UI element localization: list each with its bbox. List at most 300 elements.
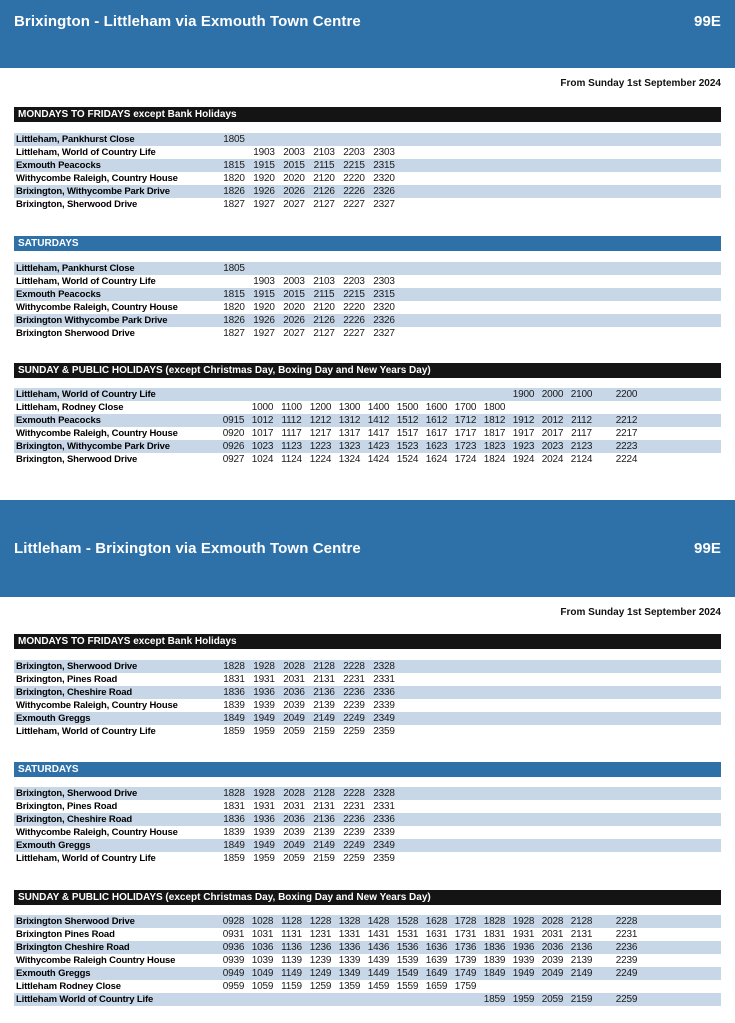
row-filler — [399, 673, 721, 686]
time-cell: 2339 — [373, 700, 395, 711]
time-cell: 1224 — [309, 454, 332, 465]
time-cell — [422, 388, 451, 401]
time-cell: 2017 — [541, 428, 564, 439]
time-cell — [279, 262, 309, 275]
timetable-row — [14, 993, 721, 1006]
time-cell: 2320 — [373, 173, 395, 184]
time-cell: 1749 — [454, 968, 477, 979]
time-cell: 0936 — [222, 942, 245, 953]
time-cell: 1217 — [309, 428, 332, 439]
timetable-row — [14, 928, 721, 941]
time-cell: 2339 — [373, 827, 395, 838]
stop-name: Brixington Sherwood Drive — [16, 916, 135, 927]
time-cell: 2003 — [283, 276, 305, 287]
row-filler — [399, 275, 721, 288]
time-cell: 2031 — [283, 674, 305, 685]
time-cell: 2127 — [313, 328, 335, 339]
time-cell: 2215 — [343, 160, 365, 171]
time-cell: 2103 — [313, 147, 335, 158]
time-cell: 1920 — [253, 302, 275, 313]
timetable-row — [14, 388, 721, 401]
time-cell: 2349 — [373, 840, 395, 851]
time-cell: 0939 — [222, 955, 245, 966]
route-title: Brixington - Littleham via Exmouth Town Centre — [14, 13, 361, 30]
time-cell: 1459 — [367, 981, 390, 992]
time-cell: 1915 — [253, 289, 275, 300]
time-cell: 1959 — [253, 853, 275, 864]
time-cell: 1828 — [483, 916, 506, 927]
time-cell — [596, 414, 612, 427]
row-filler — [399, 262, 721, 275]
time-cell: 1317 — [338, 428, 361, 439]
time-cell: 2336 — [373, 814, 395, 825]
time-cell: 1931 — [253, 674, 275, 685]
time-cell: 2159 — [313, 853, 335, 864]
time-cell: 2226 — [343, 186, 365, 197]
time-cell: 1712 — [454, 415, 477, 426]
time-cell: 1423 — [367, 441, 390, 452]
time-cell — [451, 993, 480, 1006]
time-cell: 2149 — [570, 968, 593, 979]
row-filler — [399, 172, 721, 185]
time-cell: 1959 — [253, 726, 275, 737]
stop-name: Withycombe Raleigh, Country House — [16, 428, 178, 439]
time-cell — [219, 401, 248, 414]
time-cell: 1028 — [251, 916, 274, 927]
time-cell: 2336 — [373, 687, 395, 698]
time-cell: 2231 — [343, 801, 365, 812]
time-cell — [219, 388, 248, 401]
time-cell — [596, 440, 612, 453]
time-cell: 2049 — [283, 840, 305, 851]
time-cell: 1139 — [281, 955, 302, 966]
timetable-row — [14, 699, 721, 712]
time-cell — [451, 388, 480, 401]
time-cell: 2036 — [283, 814, 305, 825]
time-cell: 1724 — [454, 454, 477, 465]
time-cell — [596, 915, 612, 928]
time-cell: 2326 — [373, 186, 395, 197]
time-cell: 2124 — [570, 454, 593, 465]
row-filler — [641, 401, 721, 414]
stop-name: Brixington Cheshire Road — [16, 942, 130, 953]
time-cell: 1036 — [251, 942, 274, 953]
time-cell: 2036 — [283, 687, 305, 698]
time-cell: 2027 — [283, 328, 305, 339]
time-cell: 1636 — [425, 942, 448, 953]
time-cell: 1900 — [512, 389, 535, 400]
time-cell: 1923 — [512, 441, 535, 452]
time-cell: 1012 — [251, 415, 274, 426]
timetable-inbound-saturdays — [14, 787, 721, 865]
time-cell: 1717 — [454, 428, 477, 439]
time-cell: 2117 — [571, 428, 592, 439]
time-cell: 1823 — [483, 441, 506, 452]
time-cell: 1024 — [251, 454, 274, 465]
time-cell: 1324 — [338, 454, 361, 465]
time-cell: 1536 — [396, 942, 419, 953]
time-cell: 1236 — [309, 942, 332, 953]
time-cell: 1836 — [223, 814, 245, 825]
time-cell: 2136 — [313, 687, 335, 698]
timetable-row — [14, 941, 721, 954]
row-filler — [641, 967, 721, 980]
time-cell: 1128 — [281, 916, 302, 927]
time-cell — [369, 133, 399, 146]
time-cell: 2036 — [541, 942, 564, 953]
time-cell: 1912 — [512, 415, 535, 426]
row-filler — [399, 699, 721, 712]
row-filler — [399, 725, 721, 738]
time-cell: 2259 — [343, 853, 365, 864]
time-cell: 1400 — [367, 402, 390, 413]
timetable-row — [14, 414, 721, 427]
stop-name: Brixington Withycombe Park Drive — [16, 315, 168, 326]
time-cell: 0959 — [222, 981, 245, 992]
row-filler — [399, 800, 721, 813]
time-cell: 2303 — [373, 276, 395, 287]
stop-name: Withycombe Raleigh, Country House — [16, 173, 178, 184]
time-cell: 2159 — [570, 994, 593, 1005]
time-cell: 1859 — [483, 994, 506, 1005]
timetable-row — [14, 146, 721, 159]
time-cell — [422, 993, 451, 1006]
time-cell: 2020 — [283, 302, 305, 313]
time-cell: 1903 — [253, 276, 275, 287]
timetable-row — [14, 852, 721, 865]
time-cell: 1524 — [396, 454, 419, 465]
time-cell: 0926 — [222, 441, 245, 452]
time-cell — [612, 980, 641, 993]
time-cell: 1600 — [425, 402, 448, 413]
row-filler — [641, 954, 721, 967]
time-cell: 2227 — [343, 328, 365, 339]
time-cell: 2100 — [570, 389, 593, 400]
stop-name: Littleham World of Country Life — [16, 994, 154, 1005]
stop-name: Exmouth Peacocks — [16, 160, 101, 171]
row-filler — [399, 314, 721, 327]
time-cell: 2131 — [313, 674, 335, 685]
time-cell: 2112 — [571, 415, 592, 426]
timetable-row — [14, 185, 721, 198]
row-filler — [641, 388, 721, 401]
time-cell: 2015 — [283, 289, 305, 300]
time-cell: 2217 — [615, 428, 638, 439]
time-cell: 1039 — [251, 955, 274, 966]
timetable-row — [14, 712, 721, 725]
row-filler — [399, 852, 721, 865]
time-cell: 1805 — [223, 263, 245, 274]
timetable-row — [14, 915, 721, 928]
timetable-row — [14, 660, 721, 673]
time-cell — [509, 401, 538, 414]
time-cell: 2239 — [343, 700, 365, 711]
time-cell: 2136 — [313, 814, 335, 825]
stop-name: Littleham, Pankhurst Close — [16, 134, 135, 145]
time-cell: 2139 — [313, 700, 335, 711]
timetable-row — [14, 826, 721, 839]
timetable-row — [14, 453, 721, 466]
time-cell: 2039 — [283, 700, 305, 711]
timetable-row — [14, 198, 721, 211]
time-cell: 1417 — [367, 428, 390, 439]
time-cell: 2120 — [313, 173, 335, 184]
time-cell — [279, 133, 309, 146]
section-heading-sundays: SUNDAY & PUBLIC HOLIDAYS (except Christmas Day, Boxing Day and New Years Day) — [14, 890, 721, 905]
stop-name: Littleham, World of Country Life — [16, 389, 156, 400]
timetable-row — [14, 133, 721, 146]
time-cell: 1926 — [253, 315, 275, 326]
time-cell: 1817 — [483, 428, 506, 439]
stop-name: Withycombe Raleigh, Country House — [16, 700, 178, 711]
time-cell: 2059 — [283, 853, 305, 864]
time-cell: 1939 — [512, 955, 535, 966]
time-cell: 2349 — [373, 713, 395, 724]
timetable-row — [14, 275, 721, 288]
row-filler — [399, 185, 721, 198]
time-cell: 1259 — [309, 981, 332, 992]
time-cell — [538, 401, 567, 414]
time-cell: 2231 — [615, 929, 638, 940]
time-cell: 1339 — [338, 955, 361, 966]
timetable-row — [14, 301, 721, 314]
time-cell: 2359 — [373, 726, 395, 737]
time-cell: 1659 — [425, 981, 448, 992]
time-cell: 2024 — [541, 454, 564, 465]
time-cell: 1815 — [223, 289, 245, 300]
time-cell — [335, 993, 364, 1006]
time-cell: 2259 — [615, 994, 638, 1005]
time-cell: 2028 — [283, 788, 305, 799]
section-heading-saturdays: SATURDAYS — [14, 762, 721, 777]
time-cell: 2120 — [313, 302, 335, 313]
stop-name: Brixington, Sherwood Drive — [16, 788, 138, 799]
time-cell: 1649 — [425, 968, 448, 979]
stop-name: Brixington, Withycombe Park Drive — [16, 441, 170, 452]
time-cell: 1924 — [512, 454, 535, 465]
time-cell: 2236 — [615, 942, 638, 953]
row-filler — [399, 813, 721, 826]
time-cell: 2059 — [283, 726, 305, 737]
time-cell: 2136 — [570, 942, 593, 953]
time-cell: 1228 — [309, 916, 332, 927]
time-cell: 0928 — [222, 916, 245, 927]
time-cell: 2028 — [283, 661, 305, 672]
time-cell: 2236 — [343, 814, 365, 825]
time-cell: 2326 — [373, 315, 395, 326]
time-cell: 1149 — [281, 968, 302, 979]
timetable-row — [14, 954, 721, 967]
stop-name: Brixington, Cheshire Road — [16, 814, 133, 825]
time-cell: 1117 — [281, 428, 302, 439]
time-cell: 1926 — [253, 186, 275, 197]
stop-name: Littleham, World of Country Life — [16, 147, 156, 158]
time-cell: 1927 — [253, 199, 275, 210]
time-cell: 1639 — [425, 955, 448, 966]
time-cell — [219, 275, 249, 288]
time-cell: 2328 — [373, 661, 395, 672]
time-cell: 1805 — [223, 134, 245, 145]
time-cell: 1549 — [396, 968, 419, 979]
stop-name: Brixington, Pines Road — [16, 674, 118, 685]
stop-name: Littleham, World of Country Life — [16, 726, 156, 737]
row-filler — [399, 712, 721, 725]
section-heading-sundays: SUNDAY & PUBLIC HOLIDAYS (except Christmas Day, Boxing Day and New Years Day) — [14, 363, 721, 378]
time-cell: 1903 — [253, 147, 275, 158]
time-cell — [248, 993, 277, 1006]
stop-name: Littleham, Pankhurst Close — [16, 263, 135, 274]
time-cell: 1827 — [223, 328, 245, 339]
time-cell: 2203 — [343, 276, 365, 287]
time-cell: 1936 — [512, 942, 535, 953]
time-cell: 1826 — [223, 186, 245, 197]
time-cell — [335, 388, 364, 401]
time-cell: 1031 — [251, 929, 274, 940]
stop-name: Littleham Rodney Close — [16, 981, 121, 992]
row-filler — [399, 288, 721, 301]
time-cell: 2012 — [541, 415, 564, 426]
time-cell — [596, 928, 612, 941]
stop-name: Exmouth Greggs — [16, 968, 91, 979]
time-cell: 1728 — [454, 916, 477, 927]
time-cell: 2023 — [541, 441, 564, 452]
time-cell — [219, 993, 248, 1006]
time-cell: 1631 — [425, 929, 448, 940]
time-cell: 1049 — [251, 968, 274, 979]
time-cell: 1828 — [223, 661, 245, 672]
stop-name: Exmouth Peacocks — [16, 415, 101, 426]
time-cell: 1928 — [253, 661, 275, 672]
time-cell: 0915 — [222, 415, 245, 426]
timetable-row — [14, 288, 721, 301]
time-cell: 2327 — [373, 328, 395, 339]
time-cell: 2331 — [373, 674, 395, 685]
time-cell: 1231 — [309, 929, 332, 940]
stop-name: Littleham, World of Country Life — [16, 276, 156, 287]
time-cell: 1836 — [483, 942, 506, 953]
time-cell: 1831 — [483, 929, 506, 940]
row-filler — [399, 826, 721, 839]
time-cell — [596, 453, 612, 466]
time-cell: 1436 — [367, 942, 390, 953]
time-cell — [248, 388, 277, 401]
time-cell — [393, 993, 422, 1006]
time-cell: 2331 — [373, 801, 395, 812]
effective-date: From Sunday 1st September 2024 — [560, 78, 721, 89]
stop-name: Withycombe Raleigh, Country House — [16, 302, 178, 313]
time-cell: 1936 — [253, 814, 275, 825]
time-cell: 1815 — [223, 160, 245, 171]
time-cell: 1539 — [396, 955, 419, 966]
stop-name: Littleham, World of Country Life — [16, 853, 156, 864]
time-cell: 2028 — [541, 916, 564, 927]
time-cell: 2215 — [343, 289, 365, 300]
row-filler — [399, 159, 721, 172]
time-cell: 1512 — [396, 415, 419, 426]
row-filler — [641, 453, 721, 466]
time-cell: 1831 — [223, 801, 245, 812]
stop-name: Brixington Sherwood Drive — [16, 328, 135, 339]
row-filler — [399, 133, 721, 146]
time-cell: 2039 — [541, 955, 564, 966]
time-cell: 1323 — [338, 441, 361, 452]
time-cell: 2000 — [541, 389, 564, 400]
time-cell: 2315 — [373, 160, 395, 171]
time-cell: 2059 — [541, 994, 564, 1005]
time-cell: 2127 — [313, 199, 335, 210]
time-cell: 2227 — [343, 199, 365, 210]
timetable-inbound-weekdays — [14, 660, 721, 738]
time-cell: 1123 — [281, 441, 302, 452]
time-cell — [339, 133, 369, 146]
stop-name: Brixington, Sherwood Drive — [16, 661, 138, 672]
time-cell: 1628 — [425, 916, 448, 927]
time-cell: 2027 — [283, 199, 305, 210]
time-cell: 1928 — [512, 916, 535, 927]
time-cell: 2049 — [283, 713, 305, 724]
time-cell — [364, 993, 393, 1006]
time-cell: 2115 — [313, 160, 335, 171]
time-cell: 2328 — [373, 788, 395, 799]
time-cell: 1931 — [512, 929, 535, 940]
row-filler — [399, 686, 721, 699]
time-cell: 1849 — [483, 968, 506, 979]
row-filler — [641, 414, 721, 427]
time-cell: 1859 — [223, 853, 245, 864]
time-cell: 1500 — [396, 402, 419, 413]
timetable-row — [14, 800, 721, 813]
time-cell: 2128 — [313, 788, 335, 799]
time-cell: 1523 — [396, 441, 419, 452]
time-cell: 2220 — [343, 173, 365, 184]
time-cell: 1939 — [253, 700, 275, 711]
time-cell: 1623 — [425, 441, 448, 452]
time-cell: 2315 — [373, 289, 395, 300]
time-cell: 1000 — [251, 402, 274, 413]
time-cell: 1239 — [309, 955, 332, 966]
time-cell — [306, 388, 335, 401]
stop-name: Brixington, Sherwood Drive — [16, 454, 138, 465]
timetable-row — [14, 262, 721, 275]
section-heading-weekdays: MONDAYS TO FRIDAYS except Bank Holidays — [14, 634, 721, 649]
stop-name: Exmouth Greggs — [16, 713, 91, 724]
time-cell: 1159 — [281, 981, 302, 992]
time-cell: 1915 — [253, 160, 275, 171]
time-cell: 1124 — [281, 454, 302, 465]
time-cell: 1917 — [512, 428, 535, 439]
time-cell: 1736 — [454, 942, 477, 953]
stop-name: Brixington, Sherwood Drive — [16, 199, 138, 210]
time-cell: 2239 — [343, 827, 365, 838]
time-cell: 1131 — [281, 929, 302, 940]
time-cell: 1812 — [483, 415, 506, 426]
row-filler — [399, 301, 721, 314]
time-cell — [369, 262, 399, 275]
row-filler — [399, 787, 721, 800]
route-header-outbound — [0, 0, 735, 68]
time-cell: 2249 — [615, 968, 638, 979]
time-cell: 1959 — [512, 994, 535, 1005]
time-cell: 2224 — [615, 454, 638, 465]
time-cell: 1839 — [223, 700, 245, 711]
time-cell: 0927 — [222, 454, 245, 465]
time-cell: 1820 — [223, 173, 245, 184]
time-cell: 2026 — [283, 186, 305, 197]
timetable-row — [14, 787, 721, 800]
time-cell — [596, 388, 612, 401]
time-cell: 2126 — [313, 186, 335, 197]
time-cell — [480, 980, 509, 993]
